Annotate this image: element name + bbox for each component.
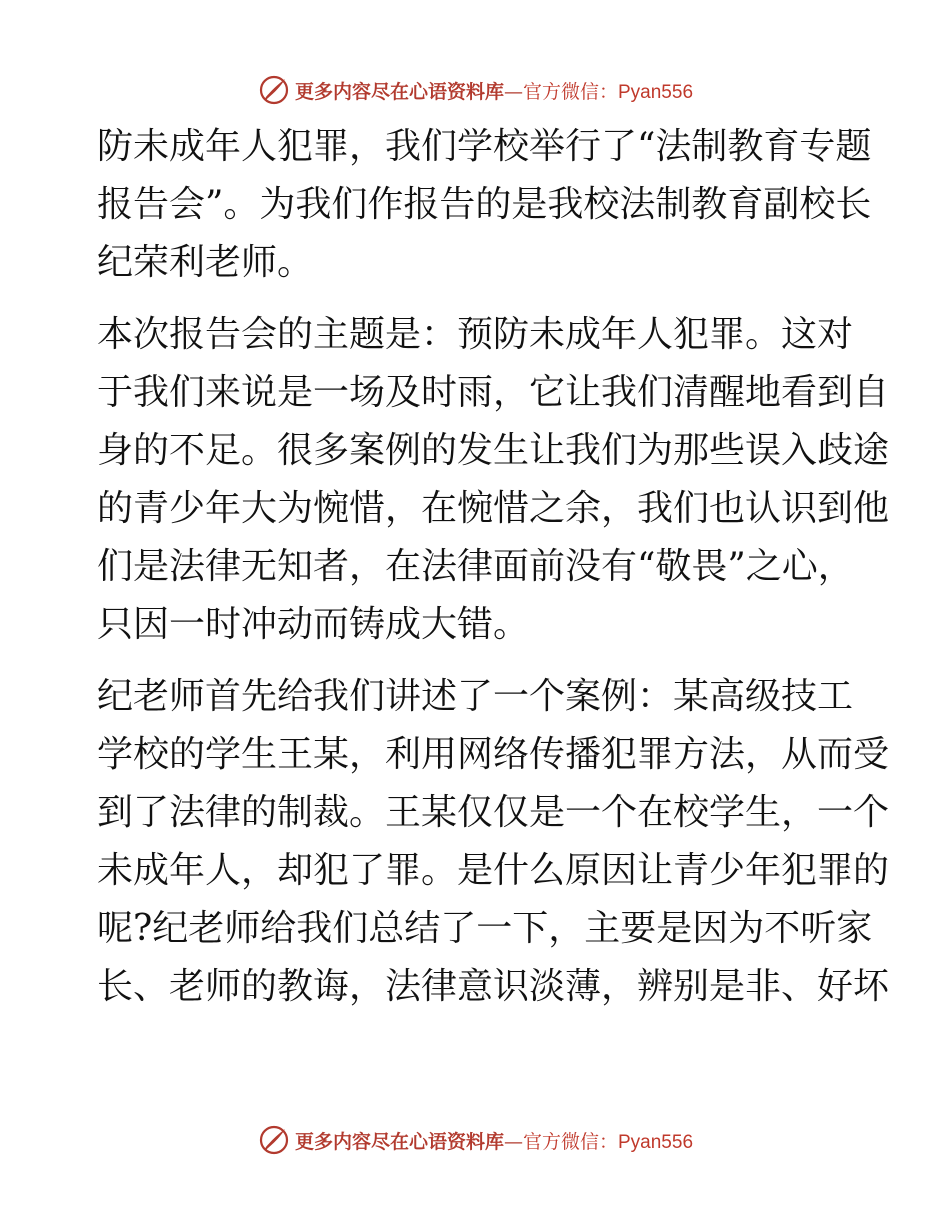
watermark-library: 更多内容尽在心语资料库 — [294, 80, 504, 103]
watermark-wechat-id: Pyan556 — [618, 81, 694, 103]
text-line: 只因一时冲动而铸成大错。 — [97, 604, 530, 645]
text-line: 学校的学生王某，利用网络传播犯罪方法，从而受 — [97, 734, 890, 775]
text-line: 的青少年大为惋惜，在惋惜之余，我们也认识到他 — [97, 488, 890, 529]
text-line: 纪老师首先给我们讲述了一个案例：某高级技工 — [97, 676, 854, 717]
quill-logo-icon — [257, 1123, 291, 1157]
text-line: 们是法律无知者，在法律面前没有“敬畏”之心， — [97, 546, 854, 587]
quill-logo-icon — [257, 73, 291, 107]
watermark-dash: — — [503, 80, 523, 103]
text-line: 呢?纪老师给我们总结了一下，主要是因为不听家 — [97, 908, 873, 949]
text-line: 本次报告会的主题是：预防未成年人犯罪。这对 — [97, 314, 854, 355]
text-line: 于我们来说是一场及时雨，它让我们清醒地看到自 — [97, 372, 890, 413]
paragraph-gap — [97, 292, 857, 306]
text-line: 纪荣利老师。 — [97, 242, 314, 283]
document-body — [97, 118, 890, 1016]
watermark-wechat-label: 官方微信： — [522, 1130, 618, 1153]
paragraph — [97, 668, 890, 1016]
watermark-wechat-id: Pyan556 — [618, 1131, 694, 1153]
paragraph — [97, 118, 872, 292]
watermark-dash: — — [503, 1130, 523, 1153]
header-watermark — [0, 70, 950, 110]
text-line: 长、老师的教诲，法律意识淡薄，辨别是非、好坏 — [97, 966, 890, 1007]
text-line: 防未成年人犯罪，我们学校举行了“法制教育专题 — [97, 126, 872, 167]
watermark-library: 更多内容尽在心语资料库 — [294, 1130, 504, 1153]
text-line: 到了法律的制裁。王某仅仅是一个在校学生，一个 — [97, 792, 890, 833]
footer-watermark — [0, 1120, 950, 1160]
watermark-text — [295, 1127, 693, 1154]
text-line: 身的不足。很多案例的发生让我们为那些误入歧途 — [97, 430, 890, 471]
watermark-wechat-label: 官方微信： — [522, 80, 618, 103]
paragraph — [97, 306, 890, 654]
text-line: 未成年人，却犯了罪。是什么原因让青少年犯罪的 — [97, 850, 890, 891]
text-line: 报告会”。为我们作报告的是我校法制教育副校长 — [97, 184, 872, 225]
paragraph-gap — [97, 654, 857, 668]
watermark-text — [295, 77, 693, 104]
